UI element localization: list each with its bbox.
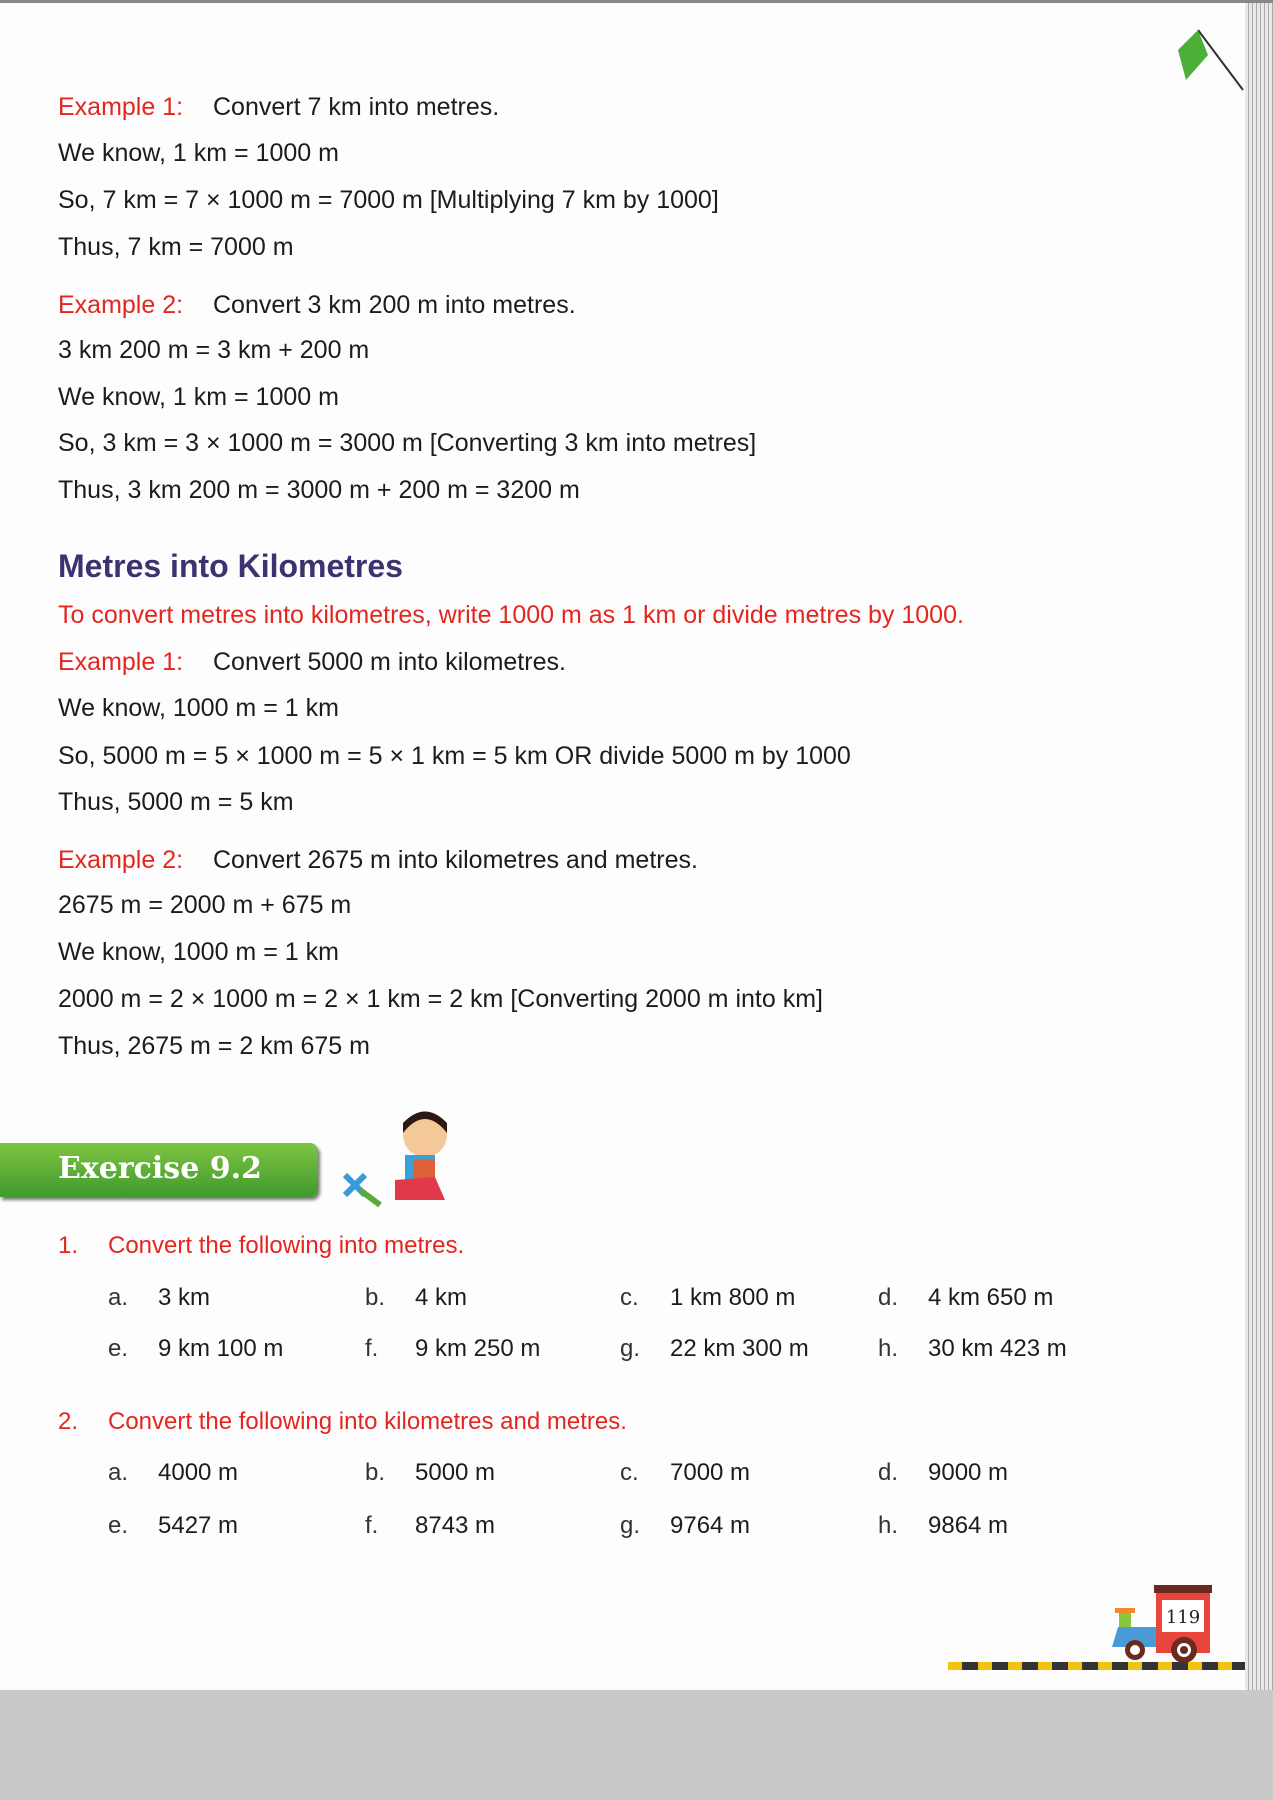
text-line: So, 7 km = 7 × 1000 m = 7000 m [Multiplying 7 km by 1000] — [58, 186, 719, 214]
text-line: Thus, 5000 m = 5 km — [58, 788, 294, 816]
exercise-title: Exercise 9.2 — [58, 1151, 262, 1186]
exercise-item: g. 9764 m — [620, 1512, 751, 1539]
exercise-item: a. 3 km — [108, 1284, 211, 1311]
exercise-item: h. 30 km 423 m — [878, 1335, 1067, 1362]
exercise-item: e. 5427 m — [108, 1512, 239, 1539]
text-line: Thus, 3 km 200 m = 3000 m + 200 m = 3200 m — [58, 476, 580, 504]
exercise-item: f. 8743 m — [365, 1512, 496, 1539]
text-line: 2000 m = 2 × 1000 m = 2 × 1 km = 2 km [Converting 2000 m into km] — [58, 985, 823, 1013]
example-line: Example 1: Convert 5000 m into kilometres. — [58, 648, 566, 676]
exercise-item: g. 22 km 300 m — [620, 1335, 809, 1362]
page-edges — [1245, 0, 1273, 1690]
text-line: So, 5000 m = 5 × 1000 m = 5 × 1 km = 5 km OR divide 5000 m by 1000 — [58, 742, 851, 770]
section-heading: Metres into Kilometres — [58, 548, 403, 584]
example-line: Example 2: Convert 2675 m into kilometres and metres. — [58, 846, 698, 874]
question-2: 2. Convert the following into kilometres and metres. — [58, 1408, 627, 1435]
text-line: We know, 1 km = 1000 m — [58, 139, 339, 167]
text-line: 3 km 200 m = 3 km + 200 m — [58, 336, 370, 364]
exercise-item: h. 9864 m — [878, 1512, 1009, 1539]
exercise-item: d. 9000 m — [878, 1459, 1009, 1486]
text-line: Thus, 2675 m = 2 km 675 m — [58, 1032, 370, 1060]
exercise-banner — [0, 1143, 318, 1197]
example-line: Example 1: Convert 7 km into metres. — [58, 93, 500, 121]
rule-text: To convert metres into kilometres, write 1000 m as 1 km or divide metres by 1000. — [58, 601, 964, 629]
question-1: 1. Convert the following into metres. — [58, 1232, 465, 1259]
flag-icon — [1178, 20, 1248, 100]
page-number: 119 — [1165, 1607, 1201, 1628]
text-line: We know, 1000 m = 1 km — [58, 938, 339, 966]
text-line: We know, 1 km = 1000 m — [58, 383, 339, 411]
text-line: Thus, 7 km = 7000 m — [58, 233, 294, 261]
exercise-item: b. 5000 m — [365, 1459, 496, 1486]
text-line: We know, 1000 m = 1 km — [58, 694, 339, 722]
girl-reading-illustration — [335, 1105, 455, 1210]
exercise-item: f. 9 km 250 m — [365, 1335, 541, 1362]
exercise-item: e. 9 km 100 m — [108, 1335, 284, 1362]
exercise-item: d. 4 km 650 m — [878, 1284, 1054, 1311]
exercise-item: b. 4 km — [365, 1284, 468, 1311]
exercise-item: a. 4000 m — [108, 1459, 239, 1486]
scan-edge — [0, 0, 1273, 3]
text-line: So, 3 km = 3 × 1000 m = 3000 m [Converting 3 km into metres] — [58, 429, 757, 457]
exercise-item: c. 1 km 800 m — [620, 1284, 796, 1311]
exercise-item: c. 7000 m — [620, 1459, 751, 1486]
example-line: Example 2: Convert 3 km 200 m into metres. — [58, 291, 576, 319]
train-illustration — [1110, 1580, 1220, 1670]
text-line: 2675 m = 2000 m + 675 m — [58, 891, 352, 919]
